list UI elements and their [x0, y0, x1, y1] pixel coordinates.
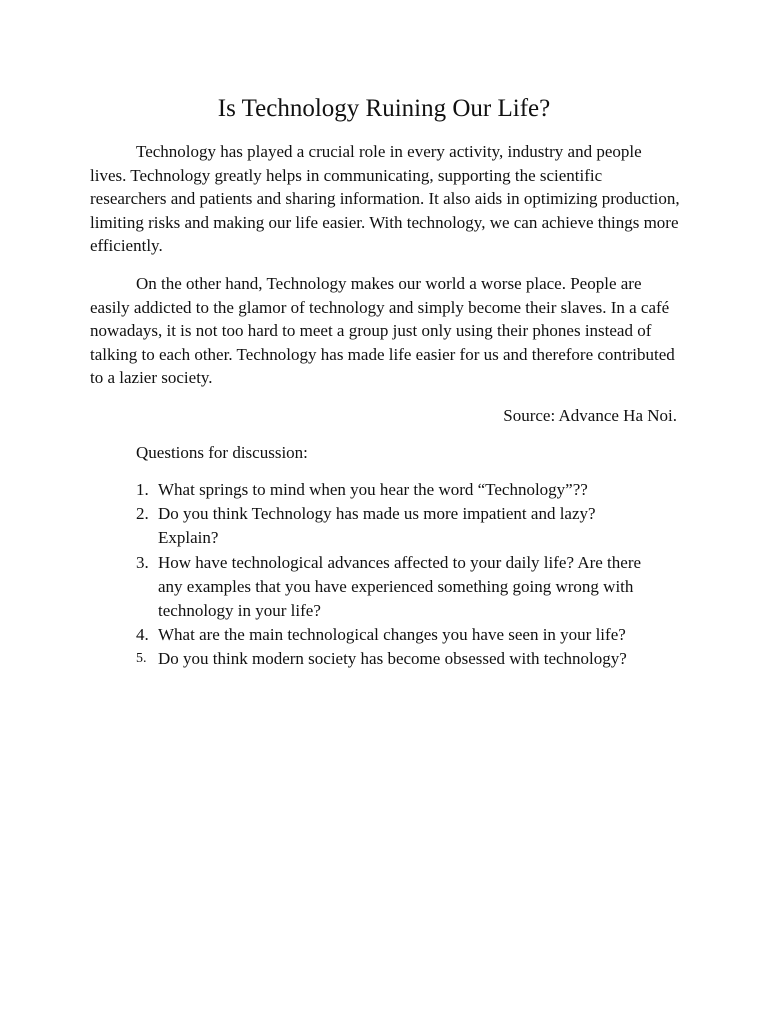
question-item: [136, 478, 656, 502]
question-number: 2.: [136, 504, 149, 524]
question-number: 4.: [136, 625, 149, 645]
source-line: Source: Advance Ha Noi.: [503, 406, 677, 425]
question-item: [136, 623, 656, 647]
question-item: [136, 647, 656, 671]
question-item: [136, 502, 656, 550]
question-number: 5.: [136, 651, 147, 667]
question-text: Do you think Technology has made us more impatient and lazy? Explain?: [158, 504, 596, 548]
question-number: 3.: [136, 552, 149, 572]
question-number: 1.: [136, 480, 149, 499]
questions-list: [136, 478, 656, 672]
paragraph-1: Technology has played a crucial role in every activity, industry and people lives. Technology greatly helps in communicating, supporting the scientific researchers and patients and sharing information. It also aids in optimizing production, limiting risks and making our life easier. With technology, we can achieve things more efficiently.: [90, 142, 680, 256]
question-item: [136, 551, 656, 624]
paragraph-2: On the other hand, Technology makes our world a worse place. People are easily addicted to the glamor of technology and simply become their slaves. In a café nowadays, it is not too hard to meet a group just only using their phones instead of talking to each other. Technology has made life easier for us and therefore contributed to a lazier society.: [90, 274, 675, 388]
question-text: Do you think modern society has become obsessed with technology?: [158, 649, 627, 669]
questions-label: Questions for discussion:: [136, 443, 308, 462]
document-title: Is Technology Ruining Our Life?: [217, 95, 551, 122]
question-text: What are the main technological changes you have seen in your life?: [158, 625, 626, 645]
question-text: What springs to mind when you hear the word “Technology”??: [158, 480, 588, 499]
question-text: How have technological advances affected to your daily life? Are there any examples that you have experienced something going wrong with technology in your life?: [158, 552, 642, 621]
